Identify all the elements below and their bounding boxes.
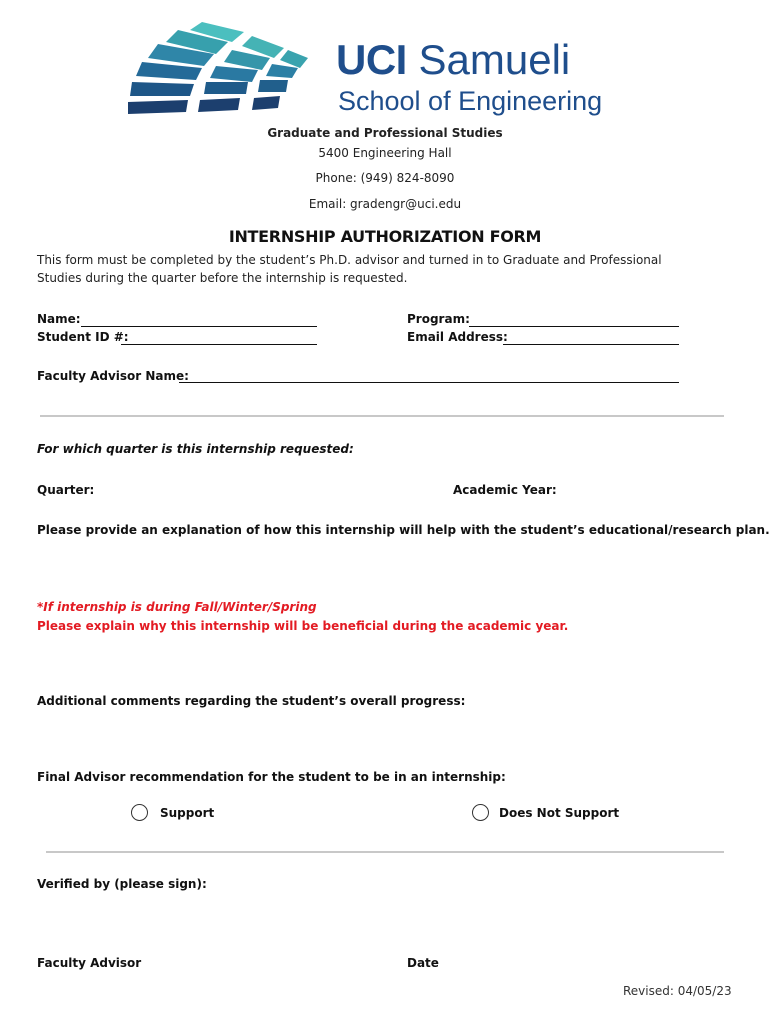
- email-address-label: Email Address:: [407, 330, 508, 344]
- quarter-label: Quarter:: [37, 483, 95, 497]
- name-field[interactable]: [81, 326, 317, 327]
- brand-name: UCI Samueli: [336, 36, 571, 83]
- brand-subtitle: School of Engineering: [338, 86, 603, 116]
- academic-year-note: *If internship is during Fall/Winter/Spring: [37, 600, 317, 614]
- faculty-advisor-name-label: Faculty Advisor Name:: [37, 369, 189, 383]
- academic-year-explanation-prompt: Please explain why this internship will be beneficial during the academic year.: [37, 619, 569, 633]
- office-email: Email: gradengr@uci.edu: [308, 197, 462, 211]
- faculty-advisor-signature-label: Faculty Advisor: [37, 956, 142, 970]
- support-label: Support: [160, 806, 215, 820]
- form-intro: This form must be completed by the student’s Ph.D. advisor and turned in to Graduate and Professional Studies during the quarter before the internship is requested.: [37, 253, 662, 285]
- quarter-question: For which quarter is this internship requested:: [37, 442, 354, 456]
- student-id-field[interactable]: [121, 344, 317, 345]
- office-name: Graduate and Professional Studies: [267, 126, 503, 140]
- faculty-advisor-name-field[interactable]: [179, 382, 679, 383]
- does-not-support-radio[interactable]: [472, 804, 489, 821]
- does-not-support-label: Does Not Support: [499, 806, 620, 820]
- support-radio[interactable]: [131, 804, 148, 821]
- recommendation-prompt: Final Advisor recommendation for the student to be in an internship:: [37, 770, 506, 784]
- office-phone: Phone: (949) 824-8090: [315, 171, 455, 185]
- comments-prompt: Additional comments regarding the student’s overall progress:: [37, 694, 466, 708]
- program-field[interactable]: [469, 326, 679, 327]
- uci-samueli-logo: [128, 22, 638, 122]
- logo-fan-graphic: [128, 22, 328, 114]
- signature-divider: [46, 851, 724, 853]
- revised-date: Revised: 04/05/23: [623, 984, 732, 998]
- academic-year-label: Academic Year:: [453, 483, 557, 497]
- date-label: Date: [407, 956, 439, 970]
- office-address: 5400 Engineering Hall: [318, 146, 452, 160]
- name-label: Name:: [37, 312, 81, 326]
- form-title: INTERNSHIP AUTHORIZATION FORM: [228, 227, 542, 246]
- program-label: Program:: [407, 312, 470, 326]
- student-id-label: Student ID #:: [37, 330, 129, 344]
- section-divider: [40, 415, 724, 417]
- verified-by-label: Verified by (please sign):: [37, 877, 207, 891]
- explanation-prompt: Please provide an explanation of how this internship will help with the student’s educational/research plan.: [37, 523, 770, 537]
- email-address-field[interactable]: [503, 344, 679, 345]
